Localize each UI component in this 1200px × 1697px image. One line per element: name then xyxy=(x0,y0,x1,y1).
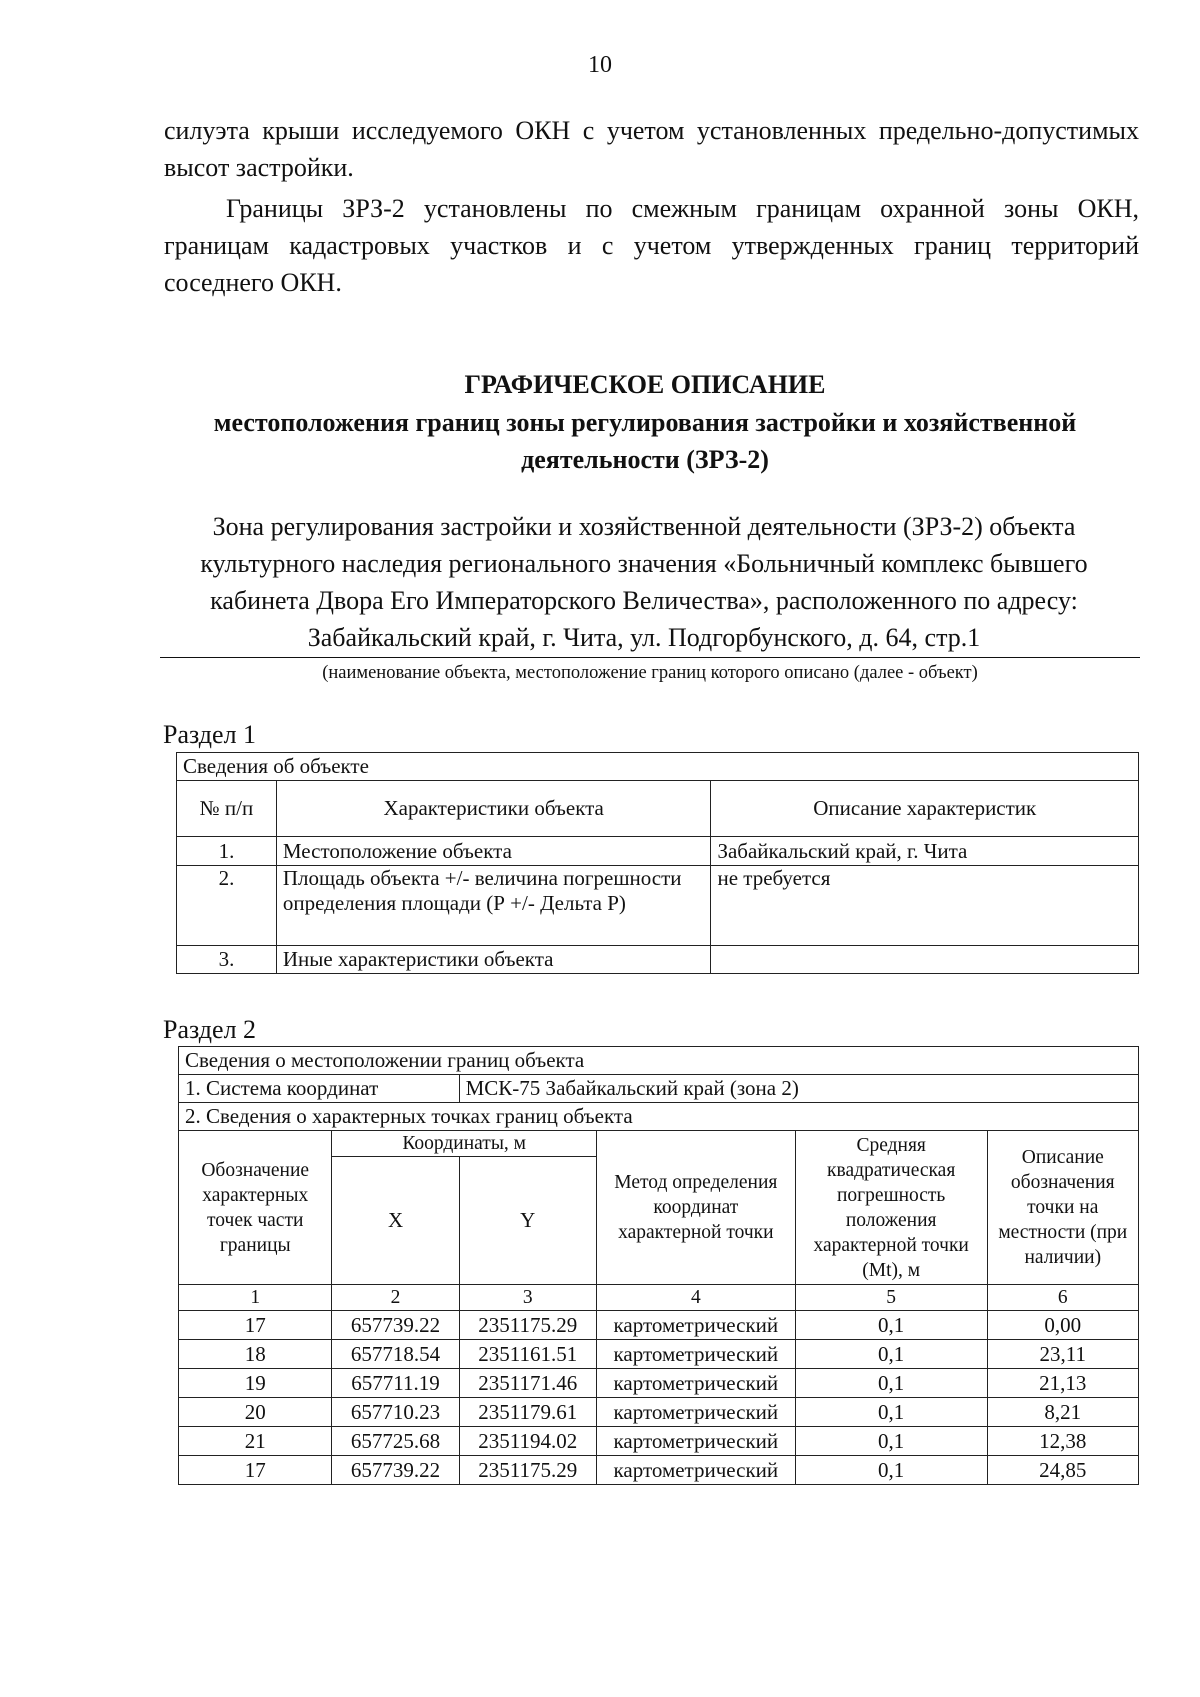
table-row xyxy=(177,866,1139,946)
mean-error: 0,1 xyxy=(795,1340,987,1369)
column-number: 2 xyxy=(332,1285,459,1311)
point-id: 18 xyxy=(179,1340,332,1369)
body-paragraph: Границы ЗРЗ-2 установлены по смежным границам охранной зоны ОКН, границам кадастровых участков и с учетом утвержденных границ территорий соседнего ОКН. xyxy=(164,194,1139,297)
column-header: Координаты, м xyxy=(332,1131,596,1157)
table-row xyxy=(177,946,1139,974)
coord-x: 657739.22 xyxy=(332,1311,459,1340)
column-header: № п/п xyxy=(177,781,277,837)
distance: 24,85 xyxy=(987,1456,1138,1485)
document-subtitle: местоположения границ зоны регулирования застройки и хозяйственной деятельности (ЗРЗ-2) xyxy=(213,408,1077,474)
method: картометрический xyxy=(596,1427,795,1456)
coord-x: 657711.19 xyxy=(332,1369,459,1398)
distance: 8,21 xyxy=(987,1398,1138,1427)
coord-system-value: МСК-75 Забайкальский край (зона 2) xyxy=(459,1075,1138,1103)
section-2-heading: Раздел 2 xyxy=(163,1015,257,1044)
distance: 12,38 xyxy=(987,1427,1138,1456)
document-title: ГРАФИЧЕСКОЕ ОПИСАНИЕ xyxy=(464,370,826,399)
column-header: Метод определения координат характерной точки xyxy=(596,1131,795,1285)
method: картометрический xyxy=(596,1340,795,1369)
row-number: 3. xyxy=(177,946,277,974)
table-title: Сведения об объекте xyxy=(177,753,1139,781)
column-header: Средняя квадратическая погрешность положения характерной точки (Mt), м xyxy=(795,1131,987,1285)
page-number: 10 xyxy=(588,52,612,78)
distance: 0,00 xyxy=(987,1311,1138,1340)
characteristic-value: не требуется xyxy=(711,866,1139,946)
table-row xyxy=(179,1369,1139,1398)
coord-y: 2351161.51 xyxy=(459,1340,596,1369)
column-header: Y xyxy=(459,1157,596,1285)
row-number: 1. xyxy=(177,837,277,866)
characteristic-value xyxy=(711,946,1139,974)
coord-y: 2351179.61 xyxy=(459,1398,596,1427)
coord-x: 657739.22 xyxy=(332,1456,459,1485)
characteristic-name: Иные характеристики объекта xyxy=(276,946,711,974)
coord-y: 2351194.02 xyxy=(459,1427,596,1456)
characteristic-value: Забайкальский край, г. Чита xyxy=(711,837,1139,866)
coord-x: 657718.54 xyxy=(332,1340,459,1369)
method: картометрический xyxy=(596,1398,795,1427)
body-paragraph: силуэта крыши исследуемого ОКН с учетом установленных предельно-допустимых высот застройки. xyxy=(164,116,1139,182)
column-number: 5 xyxy=(795,1285,987,1311)
table-row xyxy=(179,1427,1139,1456)
distance: 21,13 xyxy=(987,1369,1138,1398)
column-number: 4 xyxy=(596,1285,795,1311)
name-underline xyxy=(160,657,1140,658)
mean-error: 0,1 xyxy=(795,1311,987,1340)
characteristic-name: Местоположение объекта xyxy=(276,837,711,866)
distance: 23,11 xyxy=(987,1340,1138,1369)
object-name-caption: (наименование объекта, местоположение границ которого описано (далее - объект) xyxy=(322,663,978,683)
boundary-points-table xyxy=(178,1046,1139,1485)
table-row xyxy=(179,1340,1139,1369)
table-row xyxy=(179,1311,1139,1340)
column-number: 1 xyxy=(179,1285,332,1311)
mean-error: 0,1 xyxy=(795,1369,987,1398)
point-id: 17 xyxy=(179,1456,332,1485)
table-row xyxy=(177,837,1139,866)
column-number: 3 xyxy=(459,1285,596,1311)
object-name: Зона регулирования застройки и хозяйственной деятельности (ЗРЗ-2) объекта культурного наследия регионального значения «Больничный комплекс бывшего кабинета Двора Его Императорского Величества», расположенного по адресу: Забайкальский край, г. Чита, ул. Подгорбунского, д. 64, стр.1 xyxy=(200,512,1088,652)
mean-error: 0,1 xyxy=(795,1427,987,1456)
mean-error: 0,1 xyxy=(795,1456,987,1485)
method: картометрический xyxy=(596,1369,795,1398)
point-id: 21 xyxy=(179,1427,332,1456)
point-id: 17 xyxy=(179,1311,332,1340)
column-header: Обозначение характерных точек части границы xyxy=(179,1131,332,1285)
object-info-table xyxy=(176,752,1139,974)
coord-y: 2351175.29 xyxy=(459,1311,596,1340)
mean-error: 0,1 xyxy=(795,1398,987,1427)
coord-x: 657725.68 xyxy=(332,1427,459,1456)
column-header: Характеристики объекта xyxy=(276,781,711,837)
point-id: 20 xyxy=(179,1398,332,1427)
column-header: Описание характеристик xyxy=(711,781,1139,837)
coord-y: 2351171.46 xyxy=(459,1369,596,1398)
characteristic-name: Площадь объекта +/- величина погрешности определения площади (Р +/- Дельта Р) xyxy=(276,866,711,946)
method: картометрический xyxy=(596,1456,795,1485)
coord-y: 2351175.29 xyxy=(459,1456,596,1485)
method: картометрический xyxy=(596,1311,795,1340)
column-header: X xyxy=(332,1157,459,1285)
coord-x: 657710.23 xyxy=(332,1398,459,1427)
section-1-heading: Раздел 1 xyxy=(163,720,257,749)
points-title: 2. Сведения о характерных точках границ объекта xyxy=(179,1103,1139,1131)
point-id: 19 xyxy=(179,1369,332,1398)
coord-system-label: 1. Система координат xyxy=(179,1075,460,1103)
table-title: Сведения о местоположении границ объекта xyxy=(179,1047,1139,1075)
column-header: Описание обозначения точки на местности (при наличии) xyxy=(987,1131,1138,1285)
column-number: 6 xyxy=(987,1285,1138,1311)
table-row xyxy=(179,1398,1139,1427)
row-number: 2. xyxy=(177,866,277,946)
table-row xyxy=(179,1456,1139,1485)
